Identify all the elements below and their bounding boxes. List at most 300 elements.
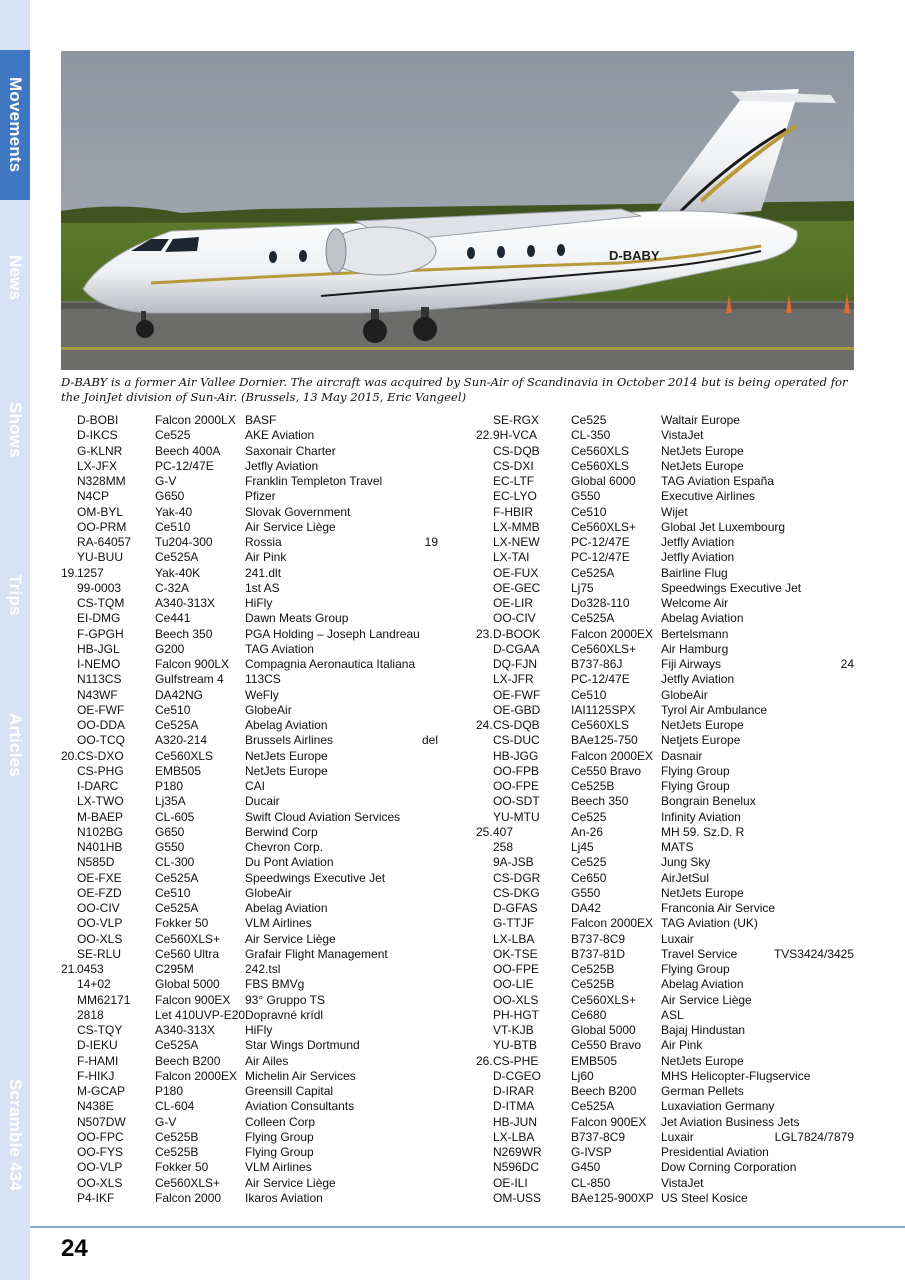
row-registration: LX-NEW: [493, 535, 540, 549]
row-aircraft-type: An-26: [571, 824, 604, 839]
table-row: [0, 1069, 905, 1084]
row-operator: Air Pink: [245, 550, 287, 565]
row-registration: F-GPGH: [77, 626, 124, 641]
table-row: [0, 840, 905, 855]
row-aircraft-type: Ce441: [155, 611, 191, 626]
table-row: [0, 1099, 905, 1114]
row-registration: F-HIKJ: [77, 1068, 115, 1083]
row-operator: CAI: [245, 779, 266, 793]
row-aircraft-type: PC-12/47E: [155, 458, 214, 473]
row-operator: NetJets Europe: [245, 748, 328, 763]
row-operator: 241.dlt: [245, 565, 282, 580]
row-operator: VLM Airlines: [245, 1160, 312, 1175]
row-registration: CS-DQB: [493, 443, 540, 458]
row-operator: Luxair: [661, 931, 694, 946]
row-day: 20.: [61, 748, 78, 763]
row-remark: 24: [840, 657, 854, 671]
row-registration: G-KLNR: [77, 443, 123, 458]
row-registration: N113CS: [77, 672, 122, 687]
row-aircraft-type: Gulfstream 4: [155, 672, 224, 687]
row-operator: Abelag Aviation: [245, 901, 328, 915]
row-registration: CS-PHE: [493, 1053, 539, 1068]
table-row: [0, 749, 905, 764]
row-operator: NetJets Europe: [661, 885, 744, 900]
row-aircraft-type: CL-604: [155, 1099, 195, 1114]
row-aircraft-type: Ce525A: [155, 718, 199, 732]
row-aircraft-type: Falcon 900EX: [571, 1114, 647, 1129]
row-aircraft-type: B737-8C9: [571, 931, 626, 946]
row-operator: Speedwings Executive Jet: [245, 870, 386, 885]
table-row: [0, 810, 905, 825]
row-aircraft-type: Beech B200: [571, 1084, 637, 1098]
row-operator: Presidential Aviation: [661, 1145, 769, 1159]
table-row: [0, 1023, 905, 1038]
row-registration: D-CGEO: [493, 1068, 541, 1083]
row-registration: VT-KJB: [493, 1023, 534, 1037]
tab-movements[interactable]: [0, 50, 30, 200]
row-aircraft-type: G550: [571, 885, 601, 900]
row-registration: G-TTJF: [493, 916, 535, 931]
tab-articles-label: Articles: [6, 713, 25, 777]
row-registration: N585D: [77, 855, 115, 870]
row-registration: OO-FPC: [77, 1129, 124, 1144]
row-operator: Fiji Airways: [661, 657, 722, 671]
row-aircraft-type: Do328-110: [571, 596, 630, 610]
tab-shows-label: Shows: [6, 402, 25, 458]
row-registration: N438E: [77, 1099, 114, 1114]
table-row: [0, 672, 905, 687]
row-registration: OO-FPE: [493, 779, 540, 793]
row-registration: D-ITMA: [493, 1099, 535, 1114]
row-registration: CS-TQY: [77, 1023, 123, 1037]
row-operator: NetJets Europe: [661, 718, 744, 732]
row-aircraft-type: CL-605: [155, 809, 195, 824]
row-aircraft-type: Global 6000: [571, 474, 636, 488]
row-operator: Chevron Corp.: [245, 840, 324, 854]
row-operator: 93° Gruppo TS: [245, 992, 325, 1007]
row-operator: Executive Airlines: [661, 489, 756, 504]
row-registration: 14+02: [77, 977, 111, 992]
row-registration: OO-LIE: [493, 977, 534, 992]
row-aircraft-type: CL-350: [571, 428, 611, 443]
row-remark: del: [421, 733, 438, 748]
row-registration: CS-TQM: [77, 596, 125, 610]
table-row: [0, 459, 905, 474]
row-operator: Dopravné krídl: [245, 1007, 324, 1022]
row-registration: HB-JUN: [493, 1114, 537, 1129]
row-aircraft-type: Ce560XLS: [571, 458, 630, 473]
table-row: [0, 657, 905, 672]
row-aircraft-type: Beech 350: [155, 626, 213, 641]
table-row: [0, 1130, 905, 1145]
row-registration: LX-MMB: [493, 519, 540, 534]
row-aircraft-type: G650: [155, 489, 185, 504]
row-registration: N401HB: [77, 840, 123, 854]
table-row: [0, 947, 905, 962]
row-operator: Grafair Flight Management: [245, 946, 388, 961]
row-day: 26.: [476, 1053, 493, 1068]
row-operator: Flying Group: [245, 1145, 314, 1159]
table-row: [0, 794, 905, 809]
table-row: [0, 444, 905, 459]
row-aircraft-type: Falcon 2000: [155, 1190, 222, 1205]
table-row: [0, 688, 905, 703]
row-registration: OE-ILI: [493, 1175, 528, 1190]
table-row: [0, 611, 905, 626]
row-operator: Flying Group: [245, 1129, 314, 1144]
table-row: [0, 581, 905, 596]
row-operator: Luxair: [661, 1129, 694, 1144]
row-aircraft-type: CL-300: [155, 855, 195, 870]
row-registration: CS-DXO: [77, 748, 124, 763]
table-row: [0, 1008, 905, 1023]
row-registration: OO-DDA: [77, 718, 125, 732]
row-registration: OE-FXE: [77, 870, 122, 885]
row-registration: D-GFAS: [493, 901, 538, 915]
row-registration: CS-DXI: [493, 458, 534, 473]
nose-wheel: [136, 320, 154, 338]
row-operator: Jetfly Aviation: [661, 535, 735, 549]
row-aircraft-type: IAI1125SPX: [571, 702, 636, 717]
row-aircraft-type: Global 5000: [571, 1023, 636, 1037]
row-aircraft-type: PC-12/47E: [571, 535, 630, 549]
table-row: [0, 901, 905, 916]
row-operator: BASF: [245, 413, 277, 427]
row-aircraft-type: Ce525B: [155, 1129, 199, 1144]
row-aircraft-type: B737-81D: [571, 946, 626, 961]
row-operator: NetJets Europe: [245, 763, 328, 778]
row-aircraft-type: Ce525A: [571, 1099, 615, 1114]
row-operator: Air Service Liège: [245, 519, 336, 534]
row-aircraft-type: C295M: [155, 962, 194, 976]
row-operator: Colleen Corp: [245, 1114, 316, 1129]
row-registration: 99-0003: [77, 580, 122, 595]
row-aircraft-type: Falcon 2000EX: [155, 1068, 238, 1083]
row-operator: Dow Corning Corporation: [661, 1160, 797, 1175]
row-day: 19.: [61, 565, 78, 580]
table-row: [0, 703, 905, 718]
row-operator: Global Jet Luxembourg: [661, 519, 786, 534]
row-aircraft-type: P180: [155, 779, 184, 793]
row-operator: Saxonair Charter: [245, 443, 336, 458]
main-wheel: [413, 317, 437, 341]
table-row: [0, 520, 905, 535]
row-operator: Infinity Aviation: [661, 809, 741, 824]
row-aircraft-type: PC-12/47E: [571, 672, 630, 687]
row-aircraft-type: Ce525: [571, 855, 607, 870]
table-row: [0, 1176, 905, 1191]
row-operator: 242.tsl: [245, 962, 281, 976]
row-registration: SE-RLU: [77, 946, 122, 961]
row-registration: SE-RGX: [493, 413, 540, 427]
row-operator: Ikaros Aviation: [245, 1190, 323, 1205]
row-registration: HB-JGG: [493, 748, 539, 763]
row-operator: AKE Aviation: [245, 428, 315, 443]
table-row: [0, 932, 905, 947]
row-registration: N43WF: [77, 687, 118, 702]
row-operator: Abelag Aviation: [661, 977, 744, 992]
row-aircraft-type: Falcon 2000EX: [571, 916, 654, 931]
row-operator: NetJets Europe: [661, 458, 744, 473]
row-aircraft-type: Beech 350: [571, 794, 629, 809]
table-row: [0, 855, 905, 870]
row-operator: Air Hamburg: [661, 641, 729, 656]
row-operator: Jung Sky: [661, 855, 711, 870]
row-aircraft-type: CL-850: [571, 1175, 611, 1190]
row-operator: Dasnair: [661, 748, 703, 763]
row-operator: FBS BMVg: [245, 977, 305, 992]
row-registration: D-BOBI: [77, 413, 119, 427]
row-aircraft-type: Ce560XLS: [571, 718, 630, 732]
row-operator: MH 59. Sz.D. R: [661, 824, 745, 839]
table-row: [0, 1038, 905, 1053]
tab-trips-label: Trips: [6, 574, 25, 616]
row-aircraft-type: Ce560 Ultra: [155, 946, 220, 961]
row-aircraft-type: Ce525A: [155, 1038, 199, 1053]
table-row: [0, 535, 905, 550]
row-registration: OE-LIR: [493, 596, 534, 610]
row-operator: AirJetSul: [661, 870, 710, 885]
row-operator: VistaJet: [661, 428, 704, 443]
row-operator: MATS: [661, 840, 694, 854]
row-aircraft-type: Ce550 Bravo: [571, 1038, 642, 1053]
row-registration: N328MM: [77, 474, 126, 488]
row-aircraft-type: Lj35A: [155, 794, 186, 809]
row-aircraft-type: Ce525B: [571, 779, 615, 793]
row-operator: NetJets Europe: [661, 1053, 744, 1068]
footer-rule: [30, 1226, 905, 1228]
table-row: [0, 733, 905, 748]
main-wheel: [363, 319, 387, 343]
row-aircraft-type: Yak-40: [155, 504, 193, 519]
row-operator: HiFly: [245, 596, 273, 610]
row-registration: N507DW: [77, 1114, 126, 1129]
row-aircraft-type: Ce510: [571, 687, 607, 702]
table-row: [0, 871, 905, 886]
row-registration: MM62171: [77, 992, 131, 1007]
row-operator: Du Pont Aviation: [245, 855, 334, 870]
row-aircraft-type: Ce510: [571, 504, 607, 519]
row-aircraft-type: Falcon 2000EX: [571, 748, 654, 763]
row-operator: TAG Aviation (UK): [661, 916, 758, 931]
row-registration: LX-TAI: [493, 550, 530, 565]
row-aircraft-type: Ce680: [571, 1007, 607, 1022]
row-operator: MHS Helicopter-Flugservice: [661, 1068, 811, 1083]
row-aircraft-type: A340-313X: [155, 596, 216, 610]
row-registration: EI-DMG: [77, 611, 121, 626]
row-aircraft-type: Lj45: [571, 840, 594, 854]
row-operator: Pfizer: [245, 489, 276, 504]
row-operator: NetJets Europe: [661, 443, 744, 458]
table-row: [0, 1115, 905, 1130]
row-registration: F-HBIR: [493, 504, 533, 519]
row-aircraft-type: Global 5000: [155, 977, 220, 992]
row-aircraft-type: EMB505: [571, 1053, 618, 1068]
aircraft-illustration: [61, 51, 854, 370]
row-operator: Air Ailes: [245, 1053, 289, 1068]
table-row: [0, 1160, 905, 1175]
row-aircraft-type: Falcon 2000LX: [155, 413, 236, 427]
row-registration: OO-FPB: [493, 763, 540, 778]
row-registration: CS-DGR: [493, 870, 541, 885]
row-registration: 9H-VCA: [493, 428, 538, 443]
row-registration: HB-JGL: [77, 641, 120, 656]
table-row: [0, 550, 905, 565]
row-operator: PGA Holding – Joseph Landreau: [245, 626, 420, 641]
row-registration: YU-BTB: [493, 1038, 538, 1053]
row-registration: 0453: [77, 962, 104, 976]
row-operator: VLM Airlines: [245, 916, 312, 931]
row-aircraft-type: Ce525B: [571, 962, 615, 976]
row-aircraft-type: Ce560XLS: [155, 748, 214, 763]
row-aircraft-type: Ce525B: [571, 977, 615, 992]
tab-movements-label: Movements: [6, 77, 25, 173]
row-operator: Wijet: [661, 504, 688, 519]
row-operator: Bertelsmann: [661, 626, 729, 641]
table-row: [0, 489, 905, 504]
table-row: [0, 916, 905, 931]
row-registration: EC-LYO: [493, 489, 537, 504]
row-aircraft-type: Ce510: [155, 885, 191, 900]
row-registration: OO-XLS: [493, 992, 539, 1007]
row-operator: Michelin Air Services: [245, 1068, 356, 1083]
row-aircraft-type: G550: [155, 840, 185, 854]
row-aircraft-type: Tu204-300: [155, 535, 213, 549]
row-registration: D-IKCS: [77, 428, 118, 443]
table-row: [0, 825, 905, 840]
row-registration: D-IRAR: [493, 1084, 535, 1098]
row-registration: I-NEMO: [77, 657, 121, 671]
row-registration: YU-MTU: [493, 809, 540, 824]
row-registration: M-BAEP: [77, 809, 124, 824]
row-operator: Jetfly Aviation: [245, 458, 319, 473]
row-operator: Luxaviation Germany: [661, 1099, 775, 1114]
row-registration: OE-GEC: [493, 580, 541, 595]
row-operator: Netjets Europe: [661, 733, 741, 748]
row-operator: Greensill Capital: [245, 1084, 334, 1098]
tab-news-label: News: [6, 255, 25, 301]
row-operator: VistaJet: [661, 1175, 704, 1190]
row-operator: Abelag Aviation: [245, 718, 328, 732]
row-registration: OO-FYS: [77, 1145, 124, 1159]
row-registration: OK-TSE: [493, 946, 538, 961]
row-operator: 113CS: [245, 672, 281, 687]
row-operator: Jet Aviation Business Jets: [661, 1114, 800, 1129]
row-aircraft-type: Falcon 2000EX: [571, 626, 654, 641]
tab-news[interactable]: [0, 238, 30, 318]
row-registration: N269WR: [493, 1145, 542, 1159]
row-aircraft-type: Ce525A: [571, 611, 615, 626]
row-aircraft-type: Yak-40K: [155, 565, 201, 580]
row-operator: Air Service Liège: [661, 992, 752, 1007]
table-row: [0, 1084, 905, 1099]
row-registration: OE-FWF: [77, 702, 125, 717]
row-operator: Bongrain Benelux: [661, 794, 756, 809]
row-aircraft-type: G-V: [155, 1114, 177, 1129]
row-registration: CS-PHG: [77, 763, 124, 778]
row-operator: Air Pink: [661, 1038, 703, 1053]
row-operator: Waltair Europe: [661, 413, 740, 427]
table-row: [0, 1191, 905, 1206]
row-operator: Tyrol Air Ambulance: [661, 702, 768, 717]
tab-scramble-434-label: Scramble 434: [6, 1078, 25, 1192]
row-aircraft-type: Beech 400A: [155, 443, 221, 458]
aircraft-photo: [61, 51, 854, 370]
row-registration: N596DC: [493, 1160, 540, 1175]
row-operator: Rossia: [245, 535, 282, 549]
row-aircraft-type: Ce560XLS+: [571, 519, 637, 534]
row-operator: Slovak Government: [245, 504, 351, 519]
row-operator: Aviation Consultants: [245, 1099, 355, 1114]
row-aircraft-type: PC-12/47E: [571, 550, 630, 565]
row-operator: US Steel Kosice: [661, 1190, 748, 1205]
row-day: 23.: [476, 626, 493, 641]
row-registration: DQ-FJN: [493, 657, 537, 671]
row-registration: LX-LBA: [493, 931, 535, 946]
fuselage-registration: D-BABY: [609, 248, 660, 263]
row-registration: LX-JFX: [77, 458, 118, 473]
taxi-line: [61, 347, 854, 350]
row-registration: 1257: [77, 565, 104, 580]
row-aircraft-type: Ce525A: [571, 565, 615, 580]
row-day: 21.: [61, 962, 78, 976]
row-operator: Air Service Liège: [245, 931, 336, 946]
row-registration: PH-HGT: [493, 1007, 539, 1022]
row-registration: CS-DQB: [493, 718, 540, 732]
row-operator: TAG Aviation España: [661, 474, 774, 488]
table-row: [0, 505, 905, 520]
row-operator: Franconia Air Service: [661, 901, 776, 915]
row-remark: TVS3424/3425: [773, 946, 854, 961]
row-registration: OE-FUX: [493, 565, 539, 580]
table-row: [0, 779, 905, 794]
row-operator: 1st AS: [245, 580, 280, 595]
row-registration: F-HAMI: [77, 1053, 119, 1068]
row-registration: LX-JFR: [493, 672, 534, 687]
row-registration: OO-PRM: [77, 519, 127, 534]
row-registration: 258: [493, 840, 514, 854]
row-aircraft-type: Lj60: [571, 1068, 594, 1083]
row-registration: OO-CIV: [77, 901, 120, 915]
row-aircraft-type: Ce560XLS: [571, 443, 630, 458]
row-aircraft-type: B737-86J: [571, 657, 623, 671]
row-operator: Flying Group: [661, 779, 730, 793]
row-registration: 2818: [77, 1007, 104, 1022]
row-operator: Star Wings Dortmund: [245, 1038, 360, 1053]
row-registration: N4CP: [77, 489, 110, 504]
row-day: 22.: [476, 428, 493, 443]
row-aircraft-type: G550: [571, 489, 601, 504]
row-aircraft-type: G-IVSP: [571, 1145, 612, 1159]
row-aircraft-type: Ce525A: [155, 901, 199, 915]
movements-table-right: [0, 413, 905, 1206]
photo-caption: D-BABY is a former Air Vallee Dornier. The aircraft was acquired by Sun-Air of Scandinavia in October 2014 but is being operated for the JoinJet division of Sun-Air. (Brussels, 13 May 2015, Eric Vangeel): [61, 375, 848, 404]
row-aircraft-type: Ce560XLS+: [155, 1175, 221, 1190]
row-operator: Bajaj Hindustan: [661, 1023, 746, 1037]
row-registration: OO-XLS: [77, 931, 123, 946]
row-aircraft-type: Ce560XLS+: [571, 992, 637, 1007]
row-registration: M-GCAP: [77, 1084, 125, 1098]
row-aircraft-type: A340-313X: [155, 1023, 216, 1037]
row-operator: WeFly: [245, 687, 279, 702]
row-operator: ASL: [661, 1007, 684, 1022]
row-operator: Welcome Air: [661, 596, 729, 610]
row-operator: Flying Group: [661, 763, 730, 778]
table-row: [0, 413, 905, 428]
row-operator: GlobeAir: [661, 687, 708, 702]
row-registration: YU-BUU: [77, 550, 124, 565]
row-aircraft-type: G-V: [155, 474, 177, 488]
